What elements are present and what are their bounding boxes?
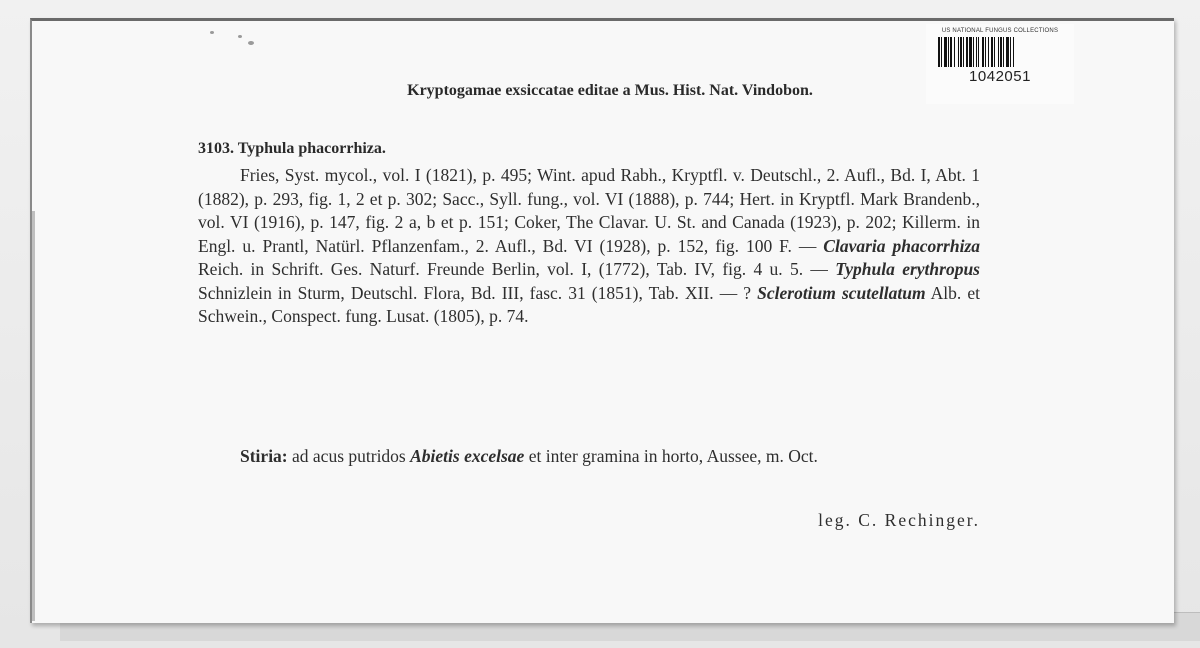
barcode-bar xyxy=(1013,37,1014,67)
paper-speck xyxy=(210,31,214,34)
barcode-bar xyxy=(954,37,955,67)
barcode-bar xyxy=(985,37,986,67)
barcode-bar xyxy=(941,37,942,67)
barcode-bar xyxy=(991,37,993,67)
paper-speck xyxy=(238,35,242,38)
citation-paragraph xyxy=(198,164,980,329)
host-name: Abietis excelsae xyxy=(410,446,525,466)
citation-text: Fries, Syst. mycol., vol. I (1821), p. 495; Wint. apud Rabh., Kryptfl. v. Deutschl., 2. Aufl., Bd. I, Abt. 1 (1882), p. 293, fig. 1, 2 et p. 302; Sacc., Syll. fung., vol. VI (1888), p. 744; Hert. in Kryptfl. Mark Brandenb., vol. VI (1916), p. 147, fig. 2 a, b et p. 151; Coker, The Clavar. U. St. and Canada (1923), p. 202; Killerm. in Engl. u. Prantl, Natürl. Pflanzenfam., 2. Aufl., Bd. VI (1928), p. 152, fig. 100 F. — xyxy=(198,165,980,256)
barcode-bar xyxy=(982,37,984,67)
barcode-bar xyxy=(973,37,974,67)
barcode-bar xyxy=(1006,37,1009,67)
barcode-bar xyxy=(944,37,947,67)
collector-line: leg. C. Rechinger. xyxy=(818,510,980,530)
barcode-bar xyxy=(960,37,962,67)
barcode-caption: US NATIONAL FUNGUS COLLECTIONS xyxy=(941,28,1059,34)
species-number: 3103. xyxy=(198,140,234,157)
paper-speck xyxy=(248,41,254,45)
locality-text: et inter gramina in horto, Aussee, m. Oct. xyxy=(524,446,818,466)
barcode-bar xyxy=(978,37,979,67)
barcode-bar xyxy=(1003,37,1004,67)
locality-region: Stiria: xyxy=(240,446,288,466)
synonym-name: Sclerotium scutellatum xyxy=(757,282,926,303)
barcode-bar xyxy=(1010,37,1011,67)
barcode-bar xyxy=(950,37,952,67)
card-edge-fold xyxy=(32,211,35,621)
citation-text: Schnizlein in Sturm, Deutschl. Flora, Bd. III, fasc. 31 (1851), Tab. XII. — ? xyxy=(198,282,758,303)
citation-text: Alb. et Schwein., Conspect. fung. Lusat. (1805), p. 74. xyxy=(198,282,980,326)
barcode-bar xyxy=(976,37,977,67)
barcode-bar xyxy=(958,37,959,67)
species-name: Typhula phacorrhiza. xyxy=(237,140,386,157)
barcode-bar xyxy=(948,37,949,67)
locality-text: ad acus putridos xyxy=(287,446,411,466)
barcode-bar xyxy=(994,37,995,67)
barcode-bar xyxy=(1000,37,1002,67)
species-heading xyxy=(198,140,386,158)
barcode-bar xyxy=(963,37,964,67)
barcode-bar xyxy=(998,37,999,67)
barcode-bar xyxy=(938,37,940,67)
synonym-name: Typhula erythropus xyxy=(835,259,980,279)
synonym-name: Clavaria phacorrhiza xyxy=(823,235,981,256)
barcode-bar xyxy=(966,37,968,67)
barcode-graphic xyxy=(937,37,1063,67)
exsiccata-series-title: Kryptogamae exsiccatae editae a Mus. Hist. Nat. Vindobon. xyxy=(407,82,813,99)
barcode-number: 1042051 xyxy=(969,68,1031,85)
locality-paragraph xyxy=(198,445,980,469)
barcode-bar xyxy=(988,37,989,67)
citation-text: Reich. in Schrift. Ges. Naturf. Freunde Berlin, vol. I, (1772), Tab. IV, fig. 4 u. 5. — xyxy=(198,259,836,279)
barcode-bar xyxy=(969,37,972,67)
